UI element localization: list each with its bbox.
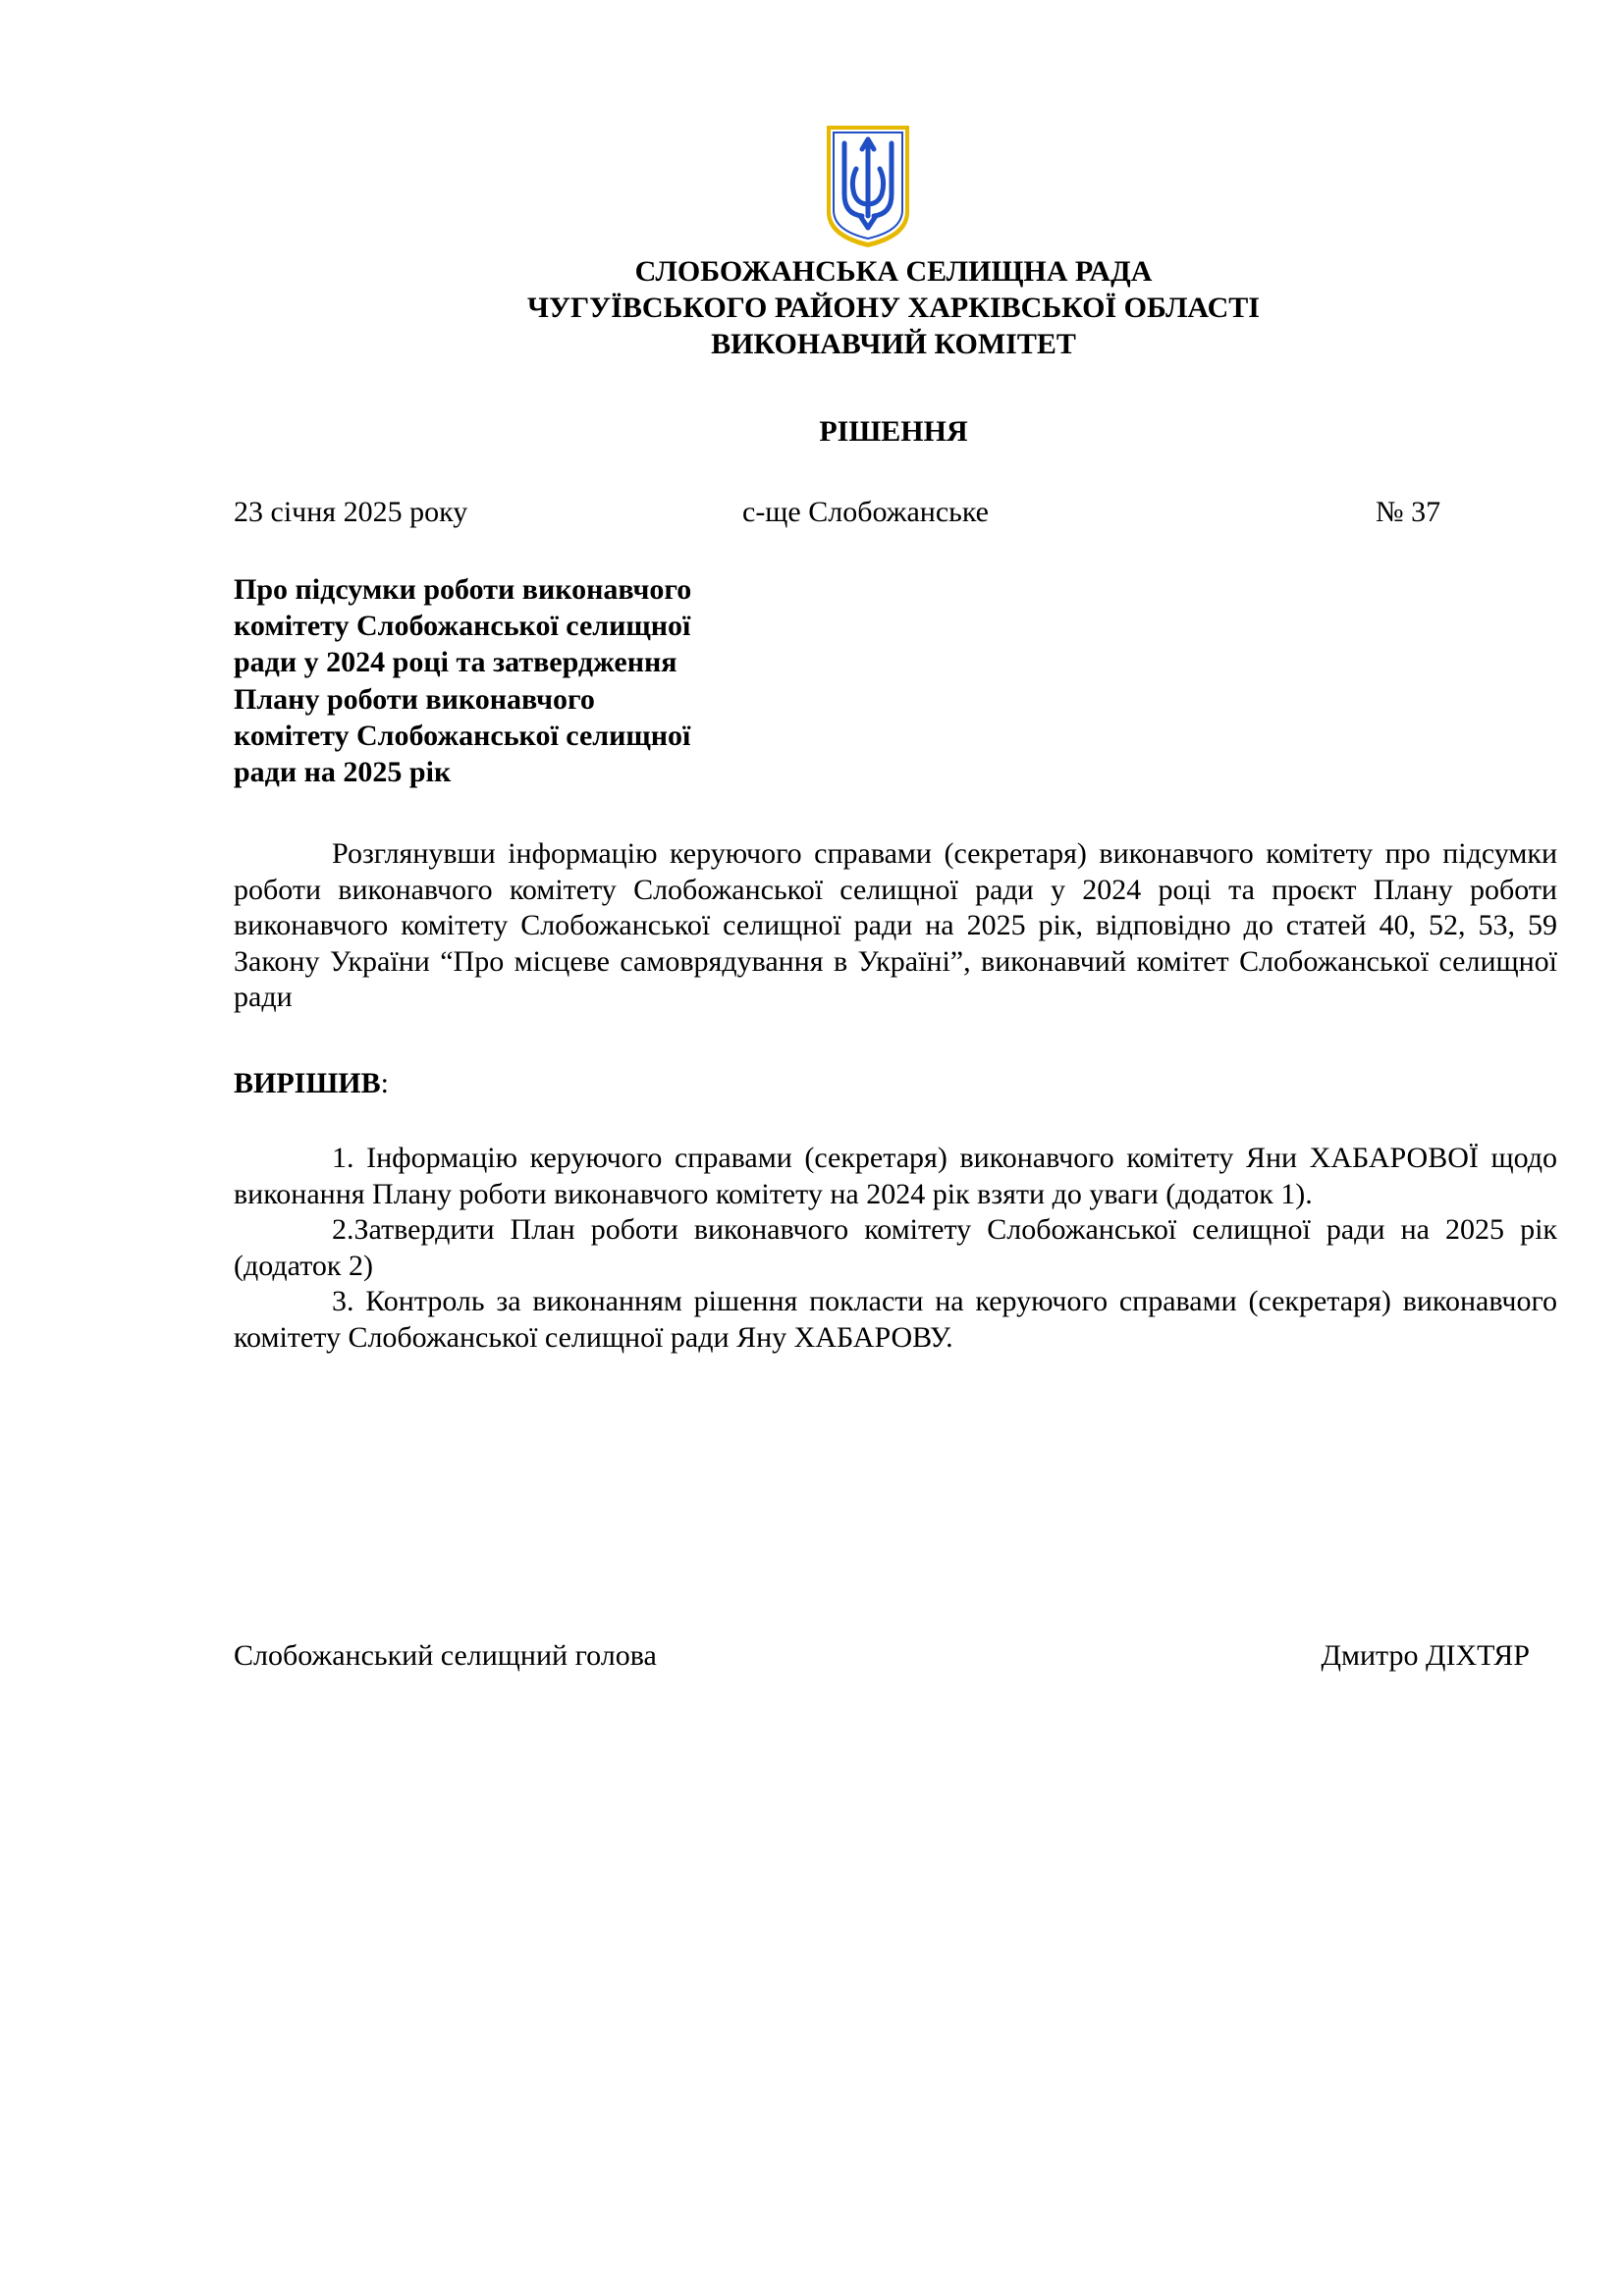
subject-line: ради у 2024 році та затвердження — [234, 646, 677, 679]
resolved-heading — [234, 1066, 389, 1101]
resolution-items — [234, 1141, 1557, 1356]
subject-line: Плану роботи виконавчого — [234, 682, 595, 716]
institution-header — [0, 253, 1624, 362]
signatory-title: Слобожанський селищний голова — [234, 1639, 657, 1672]
document-type-title: РІШЕННЯ — [819, 415, 968, 448]
resolution-item: 3. Контроль за виконанням рішення покласти на керуючого справами (секретаря) виконавчого комітету Слобожанської селищної ради Яну ХАБАРОВУ. — [234, 1285, 1557, 1354]
preamble-paragraph: Розглянувши інформацію керуючого справами (секретаря) виконавчого комітету про підсумки роботи виконавчого комітету Слобожанської селищної ради у 2024 році та проєкт Плану роботи виконавчого комітету Слобожанської селищної ради на 2025 рік, відповідно до статей 40, 52, 53, 59 Закону України “Про місцеве самоврядування в Україні”, виконавчий комітет Слобожанської селищної ради — [234, 837, 1557, 1013]
signature-row — [234, 1638, 1530, 1674]
signatory-name: Дмитро ДІХТЯР — [1321, 1639, 1530, 1672]
subject-line: комітету Слобожанської селищної — [234, 610, 691, 643]
decision-subject — [234, 571, 784, 790]
resolution-item: 2.Затвердити План роботи виконавчого комітету Слобожанської селищної ради на 2025 рік (додаток 2) — [234, 1213, 1557, 1282]
header-executive-committee: ВИКОНАВЧИЙ КОМІТЕТ — [711, 328, 1076, 360]
subject-line: Про підсумки роботи виконавчого — [234, 573, 692, 606]
decision-meta-row — [234, 495, 1451, 530]
resolved-colon: : — [380, 1067, 389, 1099]
decision-place: с-ще Слобожанське — [742, 496, 989, 528]
header-council-name: СЛОБОЖАНСЬКА СЕЛИЩНА РАДА — [634, 255, 1153, 288]
decision-date: 23 січня 2025 року — [234, 496, 468, 528]
trident-coat-of-arms-icon — [823, 122, 913, 251]
header-district-region: ЧУГУЇВСЬКОГО РАЙОНУ ХАРКІВСЬКОЇ ОБЛАСТІ — [527, 292, 1260, 324]
resolved-label: ВИРІШИВ — [234, 1067, 381, 1099]
subject-line: ради на 2025 рік — [234, 756, 452, 789]
subject-line: комітету Слобожанської селищної — [234, 719, 691, 752]
resolution-item: 1. Інформацію керуючого справами (секретаря) виконавчого комітету Яни ХАБАРОВОЇ щодо виконання Плану роботи виконавчого комітету на 2024 рік взяти до уваги (додаток 1). — [234, 1142, 1557, 1210]
decision-number: № 37 — [1376, 496, 1441, 528]
